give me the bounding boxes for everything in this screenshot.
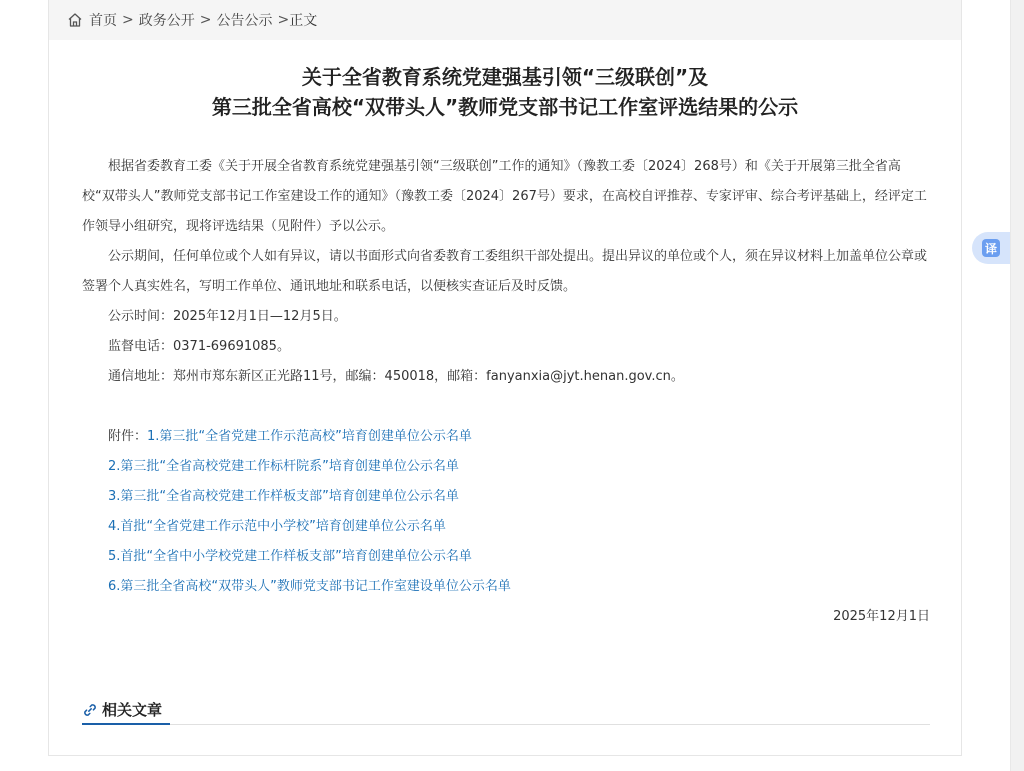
attachment-row [82,512,930,542]
attachment-row [82,542,930,572]
attachment-link-5[interactable]: 5.首批“全省中小学校党建工作样板支部”培育创建单位公示名单 [108,549,472,564]
related-articles-label: 相关文章 [102,701,163,719]
mailing-address: 通信地址：郑州市郑东新区正光路11号，邮编：450018，邮箱：fanyanxia@jyt.henan.gov.cn。 [108,369,684,384]
attachment-link-4[interactable]: 4.首批“全省党建工作示范中小学校”培育创建单位公示名单 [108,519,446,534]
attachments-label: 附件： [108,429,148,444]
related-articles-tab[interactable] [82,696,170,725]
breadcrumb-subsection-link[interactable]: 公告公示 [216,13,273,29]
attachment-row [82,482,930,512]
attachment-link-1[interactable]: 1.第三批“全省党建工作示范高校”培育创建单位公示名单 [147,429,472,444]
attachment-link-2[interactable]: 2.第三批“全省高校党建工作标杆院系”培育创建单位公示名单 [108,459,459,474]
article-paragraph: 公示期间，任何单位或个人如有异议，请以书面形式向省委教育工委组织干部处提出。提出异议的单位或个人，须在异议材料上加盖单位公章或签署个人真实姓名，写明工作单位、通讯地址和联系电话，以便核实查证后及时反馈。 [82,249,928,294]
breadcrumb-separator: > [122,12,134,28]
scrollbar[interactable] [1010,0,1024,771]
article-title-line1: 关于全省教育系统党建强基引领“三级联创”及 [301,65,709,89]
breadcrumb-separator: > [277,12,290,28]
attachment-row [82,422,930,452]
breadcrumb-home-link[interactable]: 首页 [89,13,117,29]
breadcrumb-current: 正文 [289,13,318,29]
related-articles-header [82,696,930,725]
breadcrumb-section-link[interactable]: 政务公开 [138,13,195,29]
article-title [49,62,961,122]
attachment-link-3[interactable]: 3.第三批“全省高校党建工作样板支部”培育创建单位公示名单 [108,489,459,504]
article-paragraph: 根据省委教育工委《关于开展全省教育系统党建强基引领“三级联创”工作的通知》（豫教工委〔2024〕268号）和《关于开展第三批全省高校“双带头人”教师党支部书记工作室建设工作的通知》（豫教工委〔2024〕267号）要求，在高校自评推荐、专家评审、综合考评基础上，经评定工作领导小组研究，现将评选结果（见附件）予以公示。 [82,159,927,234]
link-icon [82,702,98,718]
article-body [82,152,930,632]
attachment-row [82,572,930,602]
supervision-phone: 监督电话：0371-69691085。 [108,339,290,354]
spacer [82,392,930,422]
breadcrumb [49,0,961,40]
notice-period: 公示时间：2025年12月1日—12月5日。 [108,309,347,324]
translate-button[interactable] [972,232,1010,264]
attachment-row [82,452,930,482]
article-title-line2: 第三批全省高校“双带头人”教师党支部书记工作室评选结果的公示 [211,95,799,119]
home-icon [67,12,83,28]
translate-icon: 译 [982,239,1000,257]
attachment-link-6[interactable]: 6.第三批全省高校“双带头人”教师党支部书记工作室建设单位公示名单 [108,579,511,594]
content-container [48,0,962,756]
publish-date: 2025年12月1日 [833,609,930,624]
breadcrumb-separator: > [199,12,212,28]
